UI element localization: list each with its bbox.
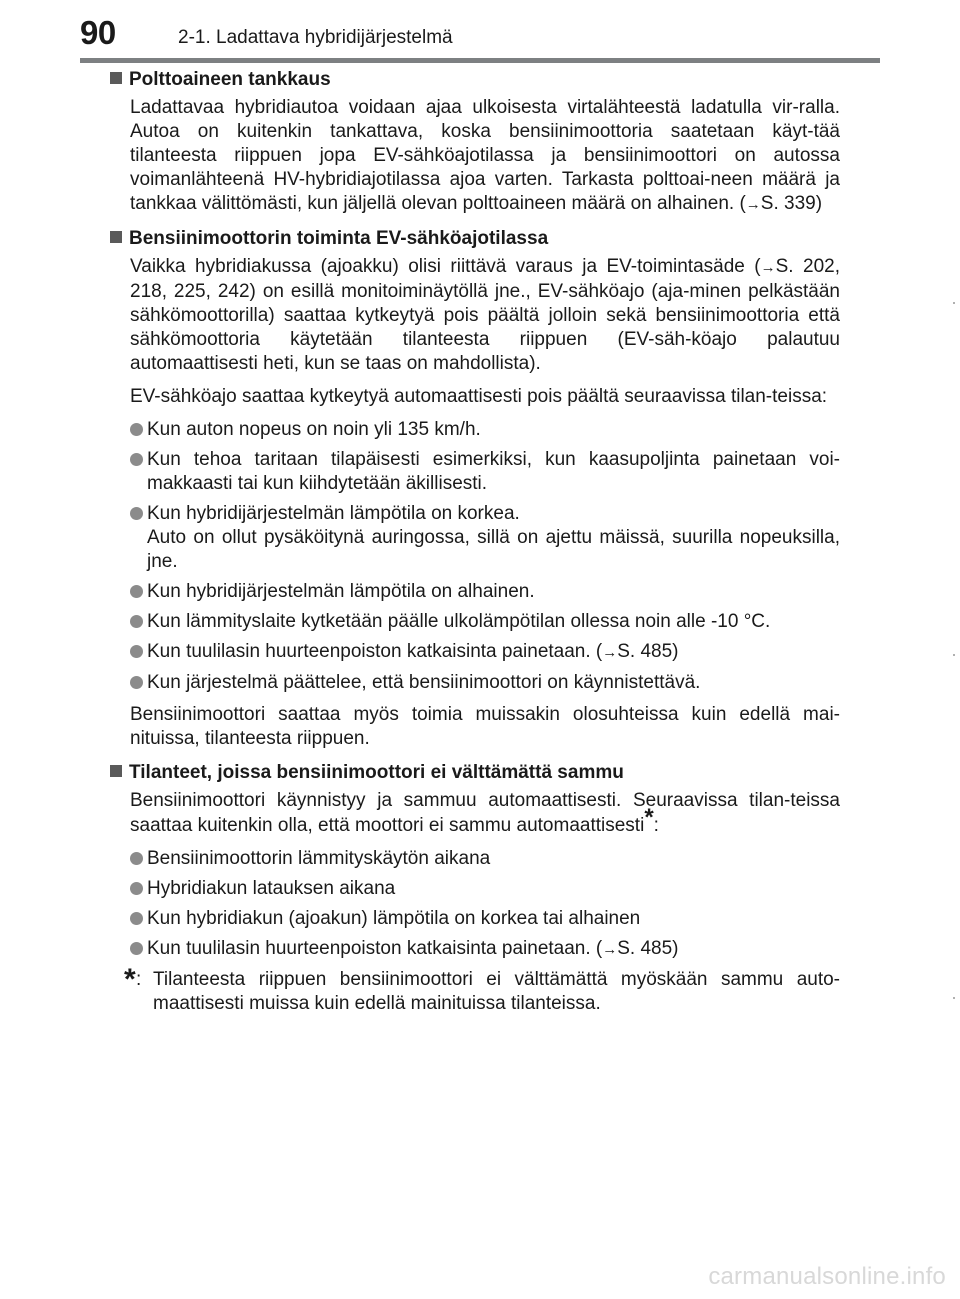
list-item-text: Kun hybridijärjestelmän lämpötila on alhainen. — [147, 581, 535, 602]
list-item-text: Kun lämmityslaite kytketään päälle ulkolämpötilan ollessa noin alle -10 °C. — [147, 611, 771, 632]
list-item-text: Kun tehoa taritaan tilapäisesti esimerkiksi, kun kaasupoljinta painetaan voi-makkaasti tai kun kiihdytetään äkillisesti. — [147, 449, 840, 494]
list-item — [130, 877, 840, 901]
round-bullet-icon — [130, 507, 143, 520]
list-item-text: Kun hybridiakun (ajoakun) lämpötila on korkea tai alhainen — [147, 908, 641, 929]
square-bullet-icon — [110, 72, 122, 84]
right-arrow-icon: → — [602, 644, 618, 661]
paragraph: EV-sähköajo saattaa kytkeytyä automaattisesti pois päältä seuraavissa tilan-teissa: — [130, 386, 828, 407]
list-item — [130, 610, 840, 634]
paragraph — [130, 255, 840, 376]
list-item-text: Bensiinimoottorin lämmityskäytön aikana — [147, 848, 491, 869]
list-item — [130, 418, 840, 442]
page-number: 90 — [80, 14, 116, 51]
round-bullet-icon — [130, 585, 143, 598]
section-fuel-refill — [110, 66, 840, 217]
round-bullet-icon — [130, 852, 143, 865]
running-title: 2-1. Ladattava hybridijärjestelmä — [178, 27, 453, 48]
list-item-text: Kun tuulilasin huurteenpoiston katkaisinta painetaan. ( — [147, 641, 603, 662]
page-reference-link[interactable]: S. 485) — [617, 641, 679, 662]
section-title — [110, 759, 840, 785]
page-edge-mark — [953, 997, 955, 999]
page-reference-link[interactable]: S. 339) — [760, 193, 823, 214]
list-item-subtext: Auto on ollut pysäköitynä auringossa, sillä on ajettu mäissä, suurilla nopeuksilla, jne. — [147, 527, 840, 572]
round-bullet-icon — [130, 453, 143, 466]
bullet-list — [130, 847, 840, 962]
footnote-colon: : — [136, 969, 142, 990]
paragraph — [130, 96, 840, 217]
page-edge-mark — [953, 302, 955, 304]
section-engine-may-not-stop — [110, 759, 840, 1016]
section-engine-in-ev-mode — [110, 225, 840, 751]
round-bullet-icon — [130, 912, 143, 925]
list-item-text: Kun tuulilasin huurteenpoiston katkaisinta painetaan. ( — [147, 938, 603, 959]
square-bullet-icon — [110, 765, 122, 777]
paragraph-text: Ladattavaa hybridiautoa voidaan ajaa ulkoisesta virtalähteestä ladatulla vir-ralla. Autoa on kuitenkin tankattava, koska bensiinimoottoria saatetaan käyt-tää tilanteesta riippuen jopa EV-sähköajotilassa ja bensiinimoottori on autossa voimanlähteenä HV-hybridiajotilassa ajoa varten. Tarkasta polttoai-neen määrä ja tankkaa välittömästi, kun jäljellä olevan polttoaineen määrä on alhainen. ( — [130, 97, 840, 214]
paragraph: Bensiinimoottori saattaa myös toimia muissakin olosuhteissa kuin edellä mai-nituissa, tilanteesta riippuen. — [130, 704, 840, 749]
list-item — [130, 937, 840, 962]
list-item — [130, 671, 840, 695]
list-item-text: Kun järjestelmä päättelee, että bensiinimoottori on käynnistettävä. — [147, 672, 701, 693]
list-item — [130, 640, 840, 665]
page-reference-link[interactable]: S. 485) — [617, 938, 679, 959]
round-bullet-icon — [130, 615, 143, 628]
right-arrow-icon: → — [745, 196, 761, 213]
round-bullet-icon — [130, 645, 143, 658]
right-arrow-icon: → — [602, 941, 618, 958]
list-item — [130, 580, 840, 604]
page-edge-mark — [953, 654, 955, 656]
section-title-text: Tilanteet, joissa bensiinimoottori ei välttämättä sammu — [129, 762, 624, 783]
section-title-text: Polttoaineen tankkaus — [129, 69, 331, 90]
page-reference-text: S. 202, 218, 225, 242) on esillä monitoiminäytöllä jne., EV-sähköajo (aja-minen pelkästään sähkömoottorilla) saattaa kytkeytyä pois päältä jolloin sekä bensiinimoottoria että sähkömoottoria käytetään tilanteesta riippuen (EV-säh-köajo palautuu automaattisesti heti, kun se taas on mahdollista). — [130, 256, 840, 374]
bullet-list — [130, 418, 840, 695]
section-title-text: Bensiinimoottorin toiminta EV-sähköajotilassa — [129, 228, 549, 249]
right-arrow-icon: → — [760, 259, 776, 276]
round-bullet-icon — [130, 942, 143, 955]
paragraph-text-end: : — [653, 815, 659, 836]
square-bullet-icon — [110, 231, 122, 243]
section-title — [110, 66, 840, 92]
list-item — [130, 907, 840, 931]
watermark: carmanualsonline.info — [708, 1263, 946, 1290]
footnote-text: Tilanteesta riippuen bensiinimoottori ei välttämättä myöskään sammu auto-maattisesti muissa kuin edellä mainituissa tilanteissa. — [153, 969, 840, 1014]
section-title — [110, 225, 840, 251]
footnote-star: * — [124, 963, 136, 996]
paragraph-text: Vaikka hybridiakussa (ajoakku) olisi riittävä varaus ja EV-toimintasäde ( — [130, 256, 761, 277]
list-item — [130, 847, 840, 871]
footnote-marker: * — [644, 804, 654, 831]
list-item — [130, 502, 840, 574]
round-bullet-icon — [130, 676, 143, 689]
list-item-text: Hybridiakun latauksen aikana — [147, 878, 396, 899]
round-bullet-icon — [130, 423, 143, 436]
list-item-text: Kun hybridijärjestelmän lämpötila on korkea. — [147, 503, 520, 524]
round-bullet-icon — [130, 882, 143, 895]
paragraph — [130, 789, 840, 838]
list-item-text: Kun auton nopeus on noin yli 135 km/h. — [147, 419, 481, 440]
paragraph-text: Bensiinimoottori käynnistyy ja sammuu automaattisesti. Seuraavissa tilan-teissa saattaa kuitenkin olla, että moottori ei sammu automaattisesti — [130, 790, 840, 836]
page-header — [0, 0, 960, 60]
header-rule — [80, 58, 880, 63]
list-item — [130, 448, 840, 496]
page-body — [110, 66, 840, 1016]
footnote — [124, 963, 840, 1016]
